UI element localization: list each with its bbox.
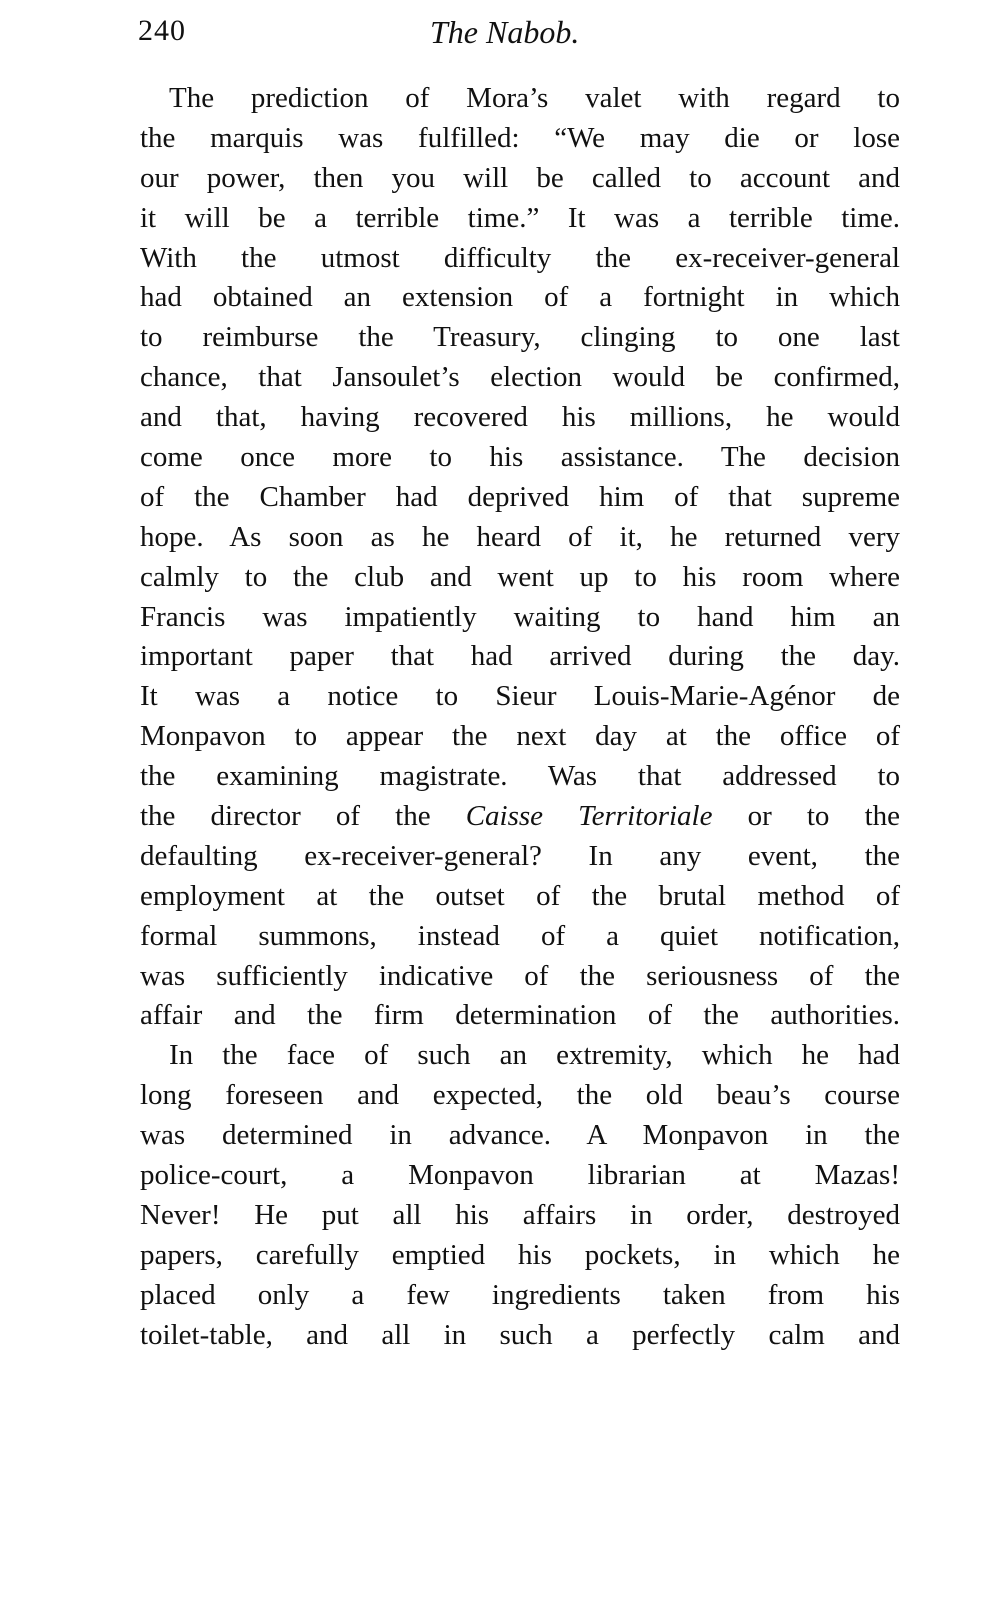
- text-segment: the examining magistrate. Was that addressed to: [140, 760, 900, 793]
- page-number: 240: [138, 14, 186, 47]
- text-segment: our power, then you will be called to account and: [140, 161, 900, 194]
- text-line: [140, 79, 900, 119]
- text-line: [140, 996, 900, 1036]
- text-segment: it will be a terrible time.” It was a terrible time.: [140, 201, 900, 234]
- text-segment: Francis was impatiently waiting to hand him an: [140, 600, 900, 633]
- text-segment: chance, that Jansoulet’s election would be confirmed,: [140, 361, 900, 394]
- text-segment: had obtained an extension of a fortnight in which: [140, 281, 900, 314]
- text-line: [140, 358, 900, 398]
- text-line: [140, 318, 900, 358]
- text-line: [140, 717, 900, 757]
- text-segment: placed only a few ingredients taken from his: [140, 1278, 900, 1311]
- text-segment: calmly to the club and went up to his room where: [140, 560, 900, 593]
- text-line: [140, 1076, 900, 1116]
- text-line: [140, 917, 900, 957]
- text-segment: important paper that had arrived during the day.: [140, 640, 900, 673]
- book-title: The Nabob.: [430, 14, 580, 50]
- text-line: [140, 239, 900, 279]
- text-line: [140, 1036, 900, 1076]
- text-segment: With the utmost difficulty the ex-receiver-general: [140, 241, 900, 274]
- text-segment: toilet-table, and all in such a perfectly calm and: [140, 1318, 900, 1351]
- text-line: [140, 398, 900, 438]
- text-line: [140, 159, 900, 199]
- text-segment: It was a notice to Sieur Louis-Marie-Agénor de: [140, 680, 900, 713]
- text-segment: the director of the: [140, 800, 466, 833]
- text-segment: and that, having recovered his millions, he would: [140, 401, 900, 434]
- text-line: [140, 837, 900, 877]
- text-line: [140, 797, 900, 837]
- text-line: [140, 278, 900, 318]
- text-segment: was determined in advance. A Monpavon in the: [140, 1119, 900, 1152]
- text-segment: Monpavon to appear the next day at the office of: [140, 720, 900, 753]
- text-segment: was sufficiently indicative of the seriousness of the: [140, 959, 900, 992]
- text-line: [140, 1276, 900, 1316]
- text-line: [140, 1316, 900, 1356]
- text-segment: or to the: [712, 800, 900, 833]
- text-segment: In the face of such an extremity, which he had: [140, 1039, 900, 1072]
- text-line: [140, 677, 900, 717]
- text-line: [140, 1116, 900, 1156]
- text-segment: police-court, a Monpavon librarian at Mazas!: [140, 1159, 900, 1192]
- text-segment: hope. As soon as he heard of it, he returned very: [140, 520, 900, 553]
- running-head: [138, 14, 678, 58]
- text-segment: the marquis was fulfilled: “We may die or lose: [140, 121, 900, 154]
- text-line: [140, 1236, 900, 1276]
- text-line: [140, 637, 900, 677]
- body-text: [140, 79, 900, 1356]
- text-segment: papers, carefully emptied his pockets, in which he: [140, 1238, 900, 1271]
- text-line: [140, 119, 900, 159]
- text-segment: affair and the firm determination of the authorities.: [140, 999, 900, 1032]
- text-line: [140, 1156, 900, 1196]
- text-line: [140, 877, 900, 917]
- text-segment: of the Chamber had deprived him of that supreme: [140, 480, 900, 513]
- text-line: [140, 757, 900, 797]
- text-segment: The prediction of Mora’s valet with regard to: [140, 82, 900, 114]
- text-line: [140, 598, 900, 638]
- text-segment: employment at the outset of the brutal method of: [140, 879, 900, 912]
- text-segment: come once more to his assistance. The decision: [140, 441, 900, 474]
- italic-phrase: Caisse Territoriale: [465, 800, 713, 833]
- text-segment: to reimburse the Treasury, clinging to one last: [140, 321, 900, 354]
- text-line: [140, 478, 900, 518]
- text-line: [140, 957, 900, 997]
- text-line: [140, 199, 900, 239]
- text-segment: defaulting ex-receiver-general? In any event, the: [140, 839, 900, 872]
- text-segment: Never! He put all his affairs in order, destroyed: [140, 1198, 900, 1231]
- text-segment: formal summons, instead of a quiet notification,: [140, 919, 900, 952]
- text-line: [140, 1196, 900, 1236]
- text-line: [140, 438, 900, 478]
- text-line: [140, 558, 900, 598]
- text-line: [140, 518, 900, 558]
- text-segment: long foreseen and expected, the old beau’s course: [140, 1079, 900, 1112]
